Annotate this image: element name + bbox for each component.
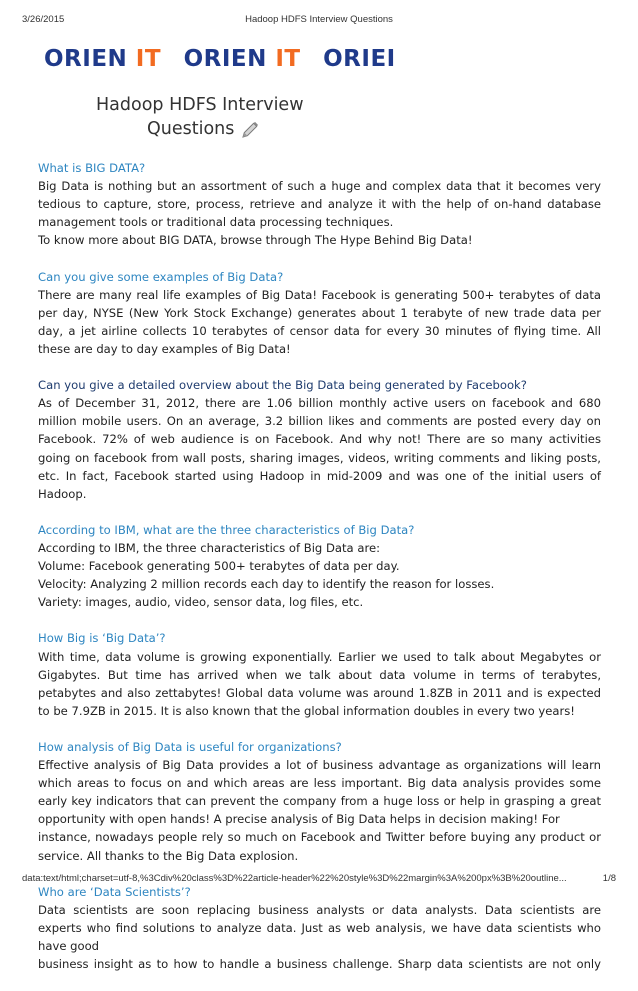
answer bbox=[38, 177, 601, 249]
page-number: 1/8 bbox=[602, 873, 616, 884]
answer bbox=[38, 286, 601, 358]
document-title-line2: Questions bbox=[147, 119, 235, 139]
banner-word: ORIEN bbox=[183, 46, 267, 72]
answer-paragraph: Variety: images, audio, video, sensor data, log files, etc. bbox=[38, 595, 364, 610]
answer-paragraph: Big Data is nothing but an assortment of such a huge and complex data that it becomes very tedious to capture, store, process, retrieve and analyze it with the help of on-hand database management tools or traditional data processing techniques. bbox=[38, 179, 601, 230]
answer bbox=[38, 756, 601, 865]
print-date: 3/26/2015 bbox=[22, 14, 65, 25]
orien-it-banner-logo bbox=[44, 44, 400, 74]
answer bbox=[38, 648, 601, 720]
document-title-line1: Hadoop HDFS Interview bbox=[96, 95, 304, 115]
answer-paragraph: business insight as to how to handle a business challenge. Sharp data scientists are not only bbox=[38, 957, 601, 972]
question-heading: How Big is ‘Big Data’? bbox=[38, 631, 166, 646]
question-heading: Who are ‘Data Scientists’? bbox=[38, 884, 191, 899]
document-title bbox=[96, 93, 304, 141]
banner-word: IT bbox=[275, 46, 301, 72]
answer-paragraph: instance, nowadays people rely so much on Facebook and Twitter before buying any product or service. All thanks to the Big Data explosion. bbox=[38, 830, 601, 863]
qa-section bbox=[38, 268, 601, 358]
print-url: data:text/html;charset=utf-8,%3Cdiv%20class%3D%22article-header%22%20style%3D%22margin%3A%200px%3B%20outline... bbox=[22, 873, 567, 884]
answer bbox=[38, 394, 601, 503]
qa-section bbox=[38, 159, 601, 249]
question-heading: According to IBM, what are the three characteristics of Big Data? bbox=[38, 522, 415, 537]
answer-paragraph: Effective analysis of Big Data provides a lot of business advantage as organizations will learn which areas to focus on and which areas are less important. Big data analysis provides some early key indicators that can prevent the company from a huge loss or help in grasping a great opportunity with open hands! A precise analysis of Big Data helps in decision making! For bbox=[38, 758, 601, 827]
answer-paragraph: There are many real life examples of Big Data! Facebook is generating 500+ terabytes of data per day, NYSE (New York Stock Exchange) generates about 1 terabyte of new trade data per day, a jet airline collects 10 terabytes of censor data for every 30 minutes of flying time. All these are day to day examples of Big Data! bbox=[38, 287, 601, 356]
answer-paragraph: To know more about BIG DATA, browse through The Hype Behind Big Data! bbox=[38, 233, 473, 248]
answer-paragraph: Velocity: Analyzing 2 million records each day to identify the reason for losses. bbox=[38, 577, 495, 592]
qa-section bbox=[38, 629, 601, 719]
qa-section bbox=[38, 883, 601, 973]
qa-section bbox=[38, 376, 601, 503]
print-header bbox=[22, 14, 616, 26]
answer-paragraph: As of December 31, 2012, there are 1.06 billion monthly active users on facebook and 680 million mobile users. On an average, 3.2 billion likes and comments are posted every day on Facebook. 72% of web audience is on Facebook. And why not! There are so many activities going on facebook from wall posts, sharing images, videos, writing comments and liking posts, etc. In fact, Facebook started using Hadoop in mid-2009 and was one of the initial users of Hadoop. bbox=[38, 396, 601, 501]
question-heading: Can you give some examples of Big Data? bbox=[38, 269, 284, 284]
answer-paragraph: With time, data volume is growing exponentially. Earlier we used to talk about Megabytes or Gigabytes. But time has arrived when we talk about data volume in terms of terabytes, petabytes and also zettabytes! Global data volume was around 1.8ZB in 2011 and is expected to be 7.9ZB in 2015. It is also known that the global information doubles in every two years! bbox=[38, 649, 601, 718]
answer-paragraph: Data scientists are soon replacing business analysts or data analysts. Data scientists are experts who find solutions to analyze data. Just as web analysis, we have data scientists who have good bbox=[38, 902, 601, 954]
qa-section bbox=[38, 521, 601, 611]
question-heading: Can you give a detailed overview about the Big Data being generated by Facebook? bbox=[38, 378, 527, 393]
qa-section bbox=[38, 738, 601, 865]
answer-paragraph: According to IBM, the three characteristics of Big Data are: bbox=[38, 540, 380, 555]
document-title-line2-wrap bbox=[96, 117, 304, 141]
answer bbox=[38, 901, 601, 973]
print-footer bbox=[22, 873, 616, 885]
banner-word: ORIEI bbox=[323, 46, 396, 72]
pencil-icon bbox=[240, 120, 260, 140]
print-title: Hadoop HDFS Interview Questions bbox=[245, 14, 393, 25]
answer bbox=[38, 539, 601, 611]
banner-word: ORIEN bbox=[44, 46, 128, 72]
banner-word: IT bbox=[135, 46, 162, 72]
question-heading: How analysis of Big Data is useful for organizations? bbox=[38, 740, 342, 754]
question-heading: What is BIG DATA? bbox=[38, 161, 146, 175]
article-body bbox=[38, 159, 601, 991]
answer-paragraph: Volume: Facebook generating 500+ terabytes of data per day. bbox=[38, 559, 400, 574]
